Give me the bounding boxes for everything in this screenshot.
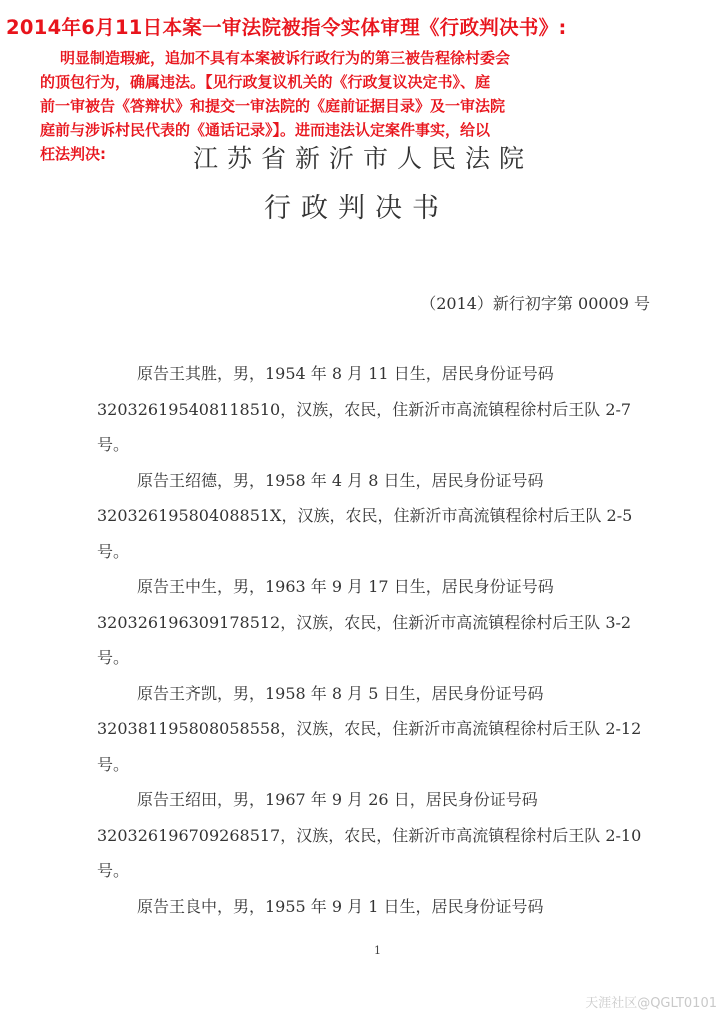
document-title: 行政判决书 [264,193,449,224]
page-number: 1 [374,944,381,957]
annotation-note-line: 明显制造瑕疵，追加不具有本案被诉行政行为的第三被告程徐村委会 [60,49,511,67]
annotation-headline: 2014年6月11日本案一审法院被指令实体审理《行政判决书》: [6,16,567,39]
watermark: 天涯社区@QGLT0101 [585,996,717,1011]
annotation-note-line: 枉法判决: [40,145,106,163]
annotation-note-line: 前一审被告《答辩状》和提交一审法院的《庭前证据目录》及一审法院 [40,97,506,115]
plaintiff-paragraph: 原告王良中，男，1955 年 9 月 1 日生，居民身份证号码 [137,896,544,916]
plaintiff-paragraph: 原告王齐凯，男，1958 年 8 月 5 日生，居民身份证号码 320381195808058558，汉族，农民，住新沂市高流镇程徐村后王队 2-12 号。 [97,683,642,774]
judgment-body [97,356,652,924]
plaintiff-paragraph: 原告王其胜，男，1954 年 8 月 11 日生，居民身份证号码 320326195408118510，汉族，农民，住新沂市高流镇程徐村后王队 2-7 号。 [97,364,632,454]
plaintiff-paragraph: 原告王绍德，男，1958 年 4 月 8 日生，居民身份证号码 32032619580408851X，汉族，农民，住新沂市高流镇程徐村后王队 2-5 号。 [97,470,633,561]
plaintiff-paragraph: 原告王中生，男，1963 年 9 月 17 日生，居民身份证号码 320326196309178512，汉族，农民，住新沂市高流镇程徐村后王队 3-2 号。 [97,577,632,667]
annotation-note-line: 庭前与涉诉村民代表的《通话记录》】。进而违法认定案件事实，给以 [40,121,491,139]
case-number: （2014）新行初字第 00009 号 [420,294,650,313]
court-name: 江苏省新沂市人民法院 [193,144,534,173]
annotation-note-line: 的顶包行为，确属违法。【见行政复议机关的《行政复议决定书》、庭 [40,73,491,91]
plaintiff-paragraph: 原告王绍田，男，1967 年 9 月 26 日，居民身份证号码 320326196709268517，汉族，农民，住新沂市高流镇程徐村后王队 2-10 号。 [97,790,642,880]
